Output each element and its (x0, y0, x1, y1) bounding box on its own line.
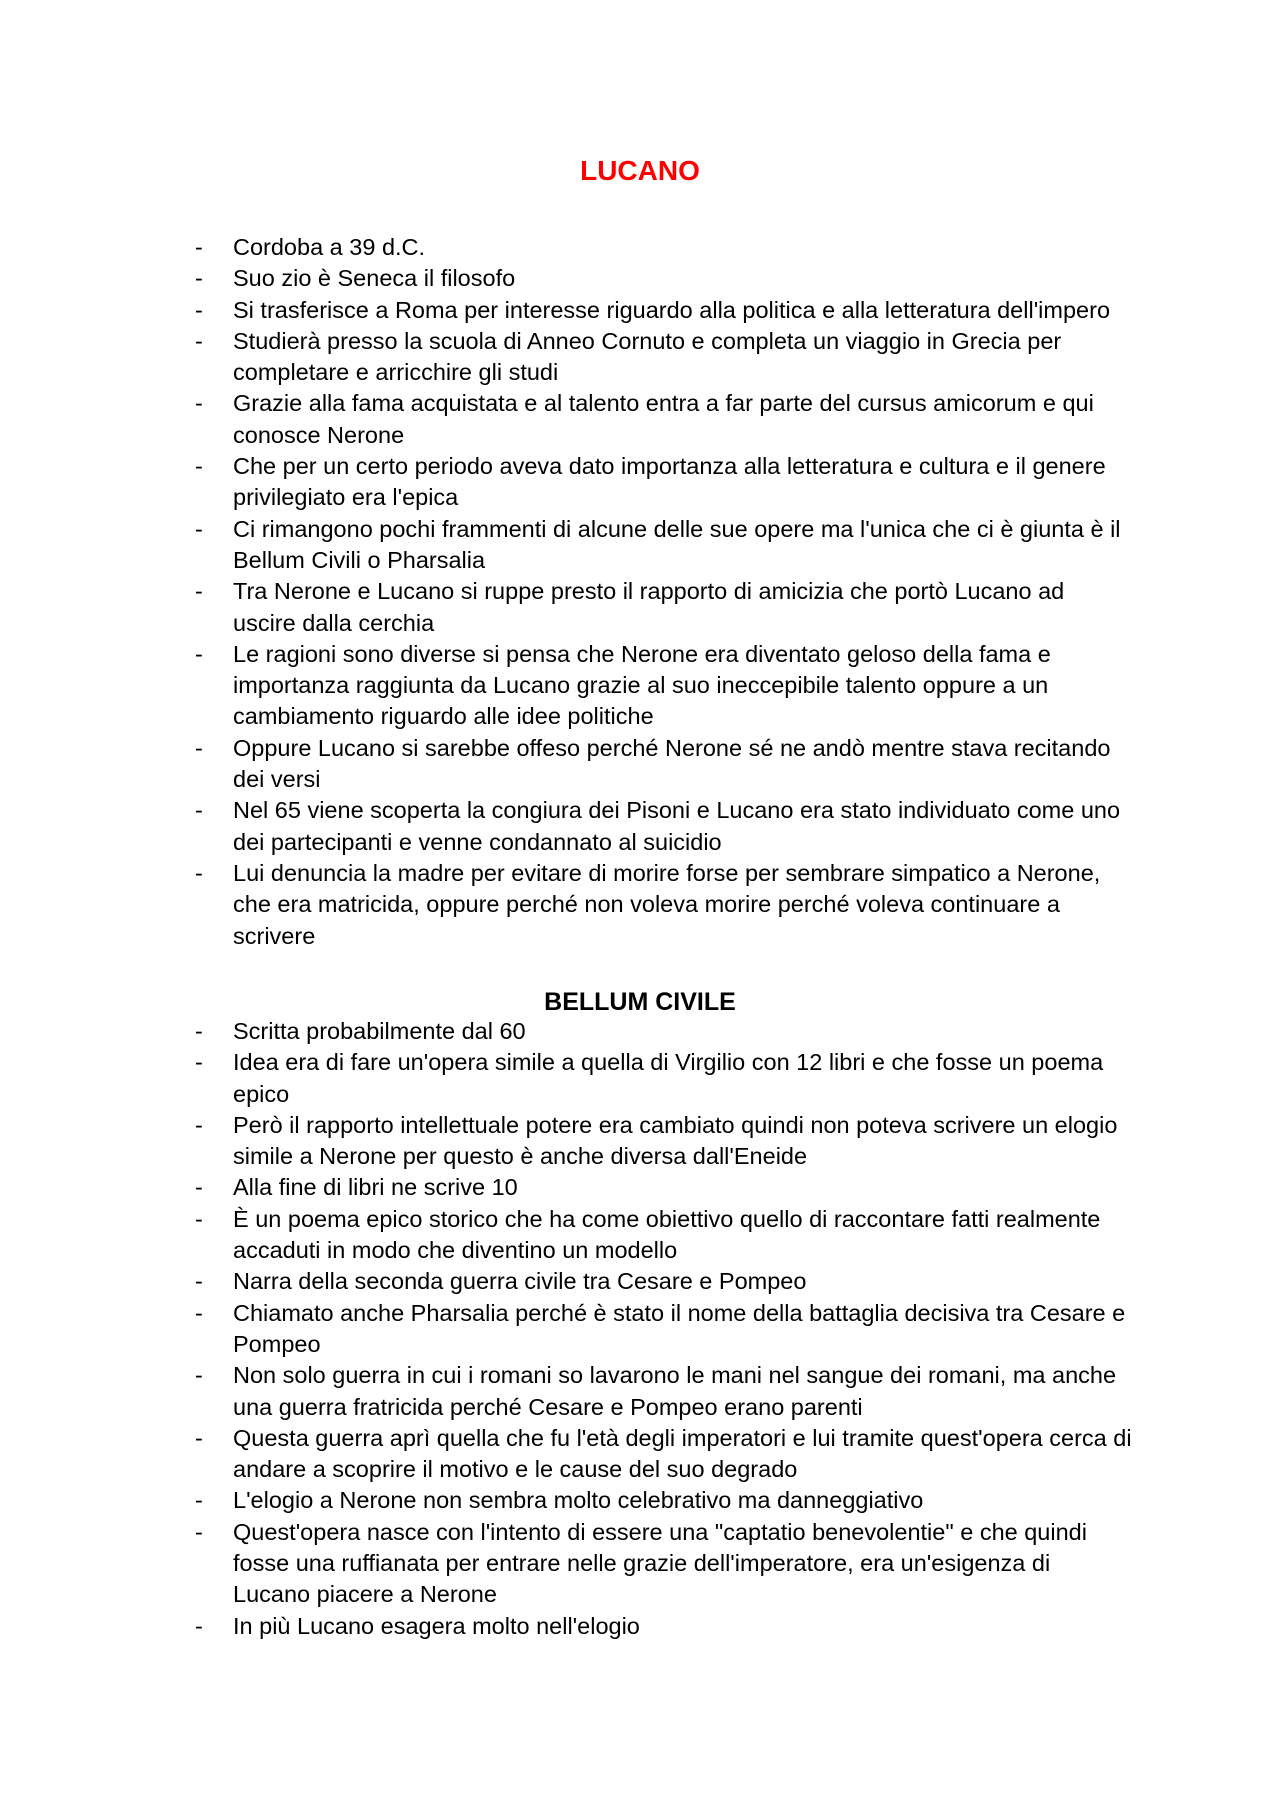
list-item-text: Idea era di fare un'opera simile a quella di Virgilio con 12 libri e che fosse un poema epico (233, 1049, 1104, 1107)
list-item-text: Però il rapporto intellettuale potere era cambiato quindi non poteva scrivere un elogio simile a Nerone per questo è anche diversa dall'Eneide (233, 1111, 1118, 1170)
list-item-text: Non solo guerra in cui i romani so lavarono le mani nel sangue dei romani, ma anche una guerra fratricida perché Cesare e Pompeo erano parenti (233, 1362, 1117, 1420)
bullet-marker: - (195, 797, 203, 824)
bullet-marker: - (195, 390, 203, 417)
bullet-marker: - (195, 1205, 203, 1232)
list-item-text: Lui denuncia la madre per evitare di morire forse per sembrare simpatico a Nerone, che era matricida, oppure perché non voleva morire perché voleva continuare a scrivere (233, 859, 1101, 949)
list-item (0, 1266, 1133, 1297)
bullet-marker: - (195, 1487, 203, 1514)
list-item (0, 1204, 1133, 1267)
bullet-marker: - (195, 1049, 203, 1076)
list-item-text: Oppure Lucano si sarebbe offeso perché Nerone sé ne andò mentre stava recitando dei versi (233, 734, 1111, 793)
section-title: BELLUM CIVILE (544, 988, 736, 1016)
bellum-civile-list (0, 1016, 1280, 1642)
list-item (0, 451, 1133, 514)
list-item (0, 295, 1133, 326)
biography-list (0, 232, 1280, 952)
page-title: LUCANO (580, 155, 700, 186)
bullet-marker: - (195, 1612, 203, 1639)
list-item (0, 263, 1133, 294)
bullet-marker: - (195, 453, 203, 480)
list-item (0, 388, 1133, 451)
list-item-text: Studierà presso la scuola di Anneo Cornuto e completa un viaggio in Grecia per completare e arricchire gli studi (233, 327, 1062, 386)
list-item-text: Alla fine di libri ne scrive 10 (233, 1174, 518, 1201)
list-item (0, 1172, 1133, 1203)
bullet-marker: - (195, 327, 203, 354)
bullet-marker: - (195, 1018, 203, 1044)
list-item-text: Narra della seconda guerra civile tra Cesare e Pompeo (233, 1268, 807, 1295)
list-item-text: Le ragioni sono diverse si pensa che Nerone era diventato geloso della fama e importanza raggiunta da Lucano grazie al suo ineccepibile talento oppure a un cambiamento riguardo alle idee politiche (233, 640, 1051, 730)
list-item-text: Scritta probabilmente dal 60 (233, 1018, 526, 1044)
list-item (0, 576, 1133, 639)
list-item-text: Tra Nerone e Lucano si ruppe presto il rapporto di amicizia che portò Lucano ad uscire dalla cerchia (233, 578, 1065, 636)
list-item (0, 1016, 1133, 1047)
list-item (0, 795, 1133, 858)
bullet-marker: - (195, 1299, 203, 1326)
list-item-text: Suo zio è Seneca il filosofo (233, 265, 516, 292)
list-item-text: L'elogio a Nerone non sembra molto celebrativo ma danneggiativo (233, 1487, 924, 1514)
list-item-text: In più Lucano esagera molto nell'elogio (233, 1612, 640, 1639)
list-item (0, 1360, 1133, 1423)
bullet-marker: - (195, 734, 203, 761)
list-item-text: Nel 65 viene scoperta la congiura dei Pisoni e Lucano era stato individuato come uno dei partecipanti e venne condannato al suicidio (233, 797, 1121, 855)
list-item-text: Questa guerra aprì quella che fu l'età degli imperatori e lui tramite quest'opera cerca di andare a scoprire il motivo e le cause del suo degrado (233, 1424, 1132, 1483)
list-item-text: Ci rimangono pochi frammenti di alcune delle sue opere ma l'unica che ci è giunta è il Bellum Civili o Pharsalia (233, 515, 1121, 573)
bullet-marker: - (195, 234, 203, 260)
list-item (0, 1485, 1133, 1516)
list-item-text: Quest'opera nasce con l'intento di essere una "captatio benevolentie" e che quindi fosse una ruffianata per entrare nelle grazie dell'imperatore, era un'esigenza di Lucano piacere a Nerone (233, 1518, 1087, 1608)
list-item-text: Che per un certo periodo aveva dato importanza alla letteratura e cultura e il genere privilegiato era l'epica (233, 453, 1106, 511)
bullet-marker: - (195, 296, 203, 323)
list-item (0, 326, 1133, 389)
list-item (0, 1423, 1133, 1486)
bullet-marker: - (195, 1424, 203, 1451)
list-item (0, 514, 1133, 577)
bullet-marker: - (195, 1111, 203, 1138)
list-item (0, 1517, 1133, 1611)
list-item (0, 1047, 1133, 1110)
list-item-text: Cordoba a 39 d.C. (233, 234, 426, 260)
list-item-text: È un poema epico storico che ha come obiettivo quello di raccontare fatti realmente accaduti in modo che diventino un modello (233, 1205, 1101, 1264)
list-item-text: Si trasferisce a Roma per interesse riguardo alla politica e alla letteratura dell'impero (233, 296, 1111, 323)
list-item (0, 858, 1133, 952)
bullet-marker: - (195, 640, 203, 667)
list-item (0, 1110, 1133, 1173)
bullet-marker: - (195, 1518, 203, 1545)
list-item (0, 1298, 1133, 1361)
list-item-text: Chiamato anche Pharsalia perché è stato il nome della battaglia decisiva tra Cesare e Pompeo (233, 1299, 1126, 1357)
list-item-text: Grazie alla fama acquistata e al talento entra a far parte del cursus amicorum e qui conosce Nerone (233, 390, 1094, 448)
list-item (0, 733, 1133, 796)
bullet-marker: - (195, 1268, 203, 1295)
bullet-marker: - (195, 859, 203, 886)
bullet-marker: - (195, 578, 203, 605)
list-item (0, 639, 1133, 733)
bullet-marker: - (195, 265, 203, 292)
bullet-marker: - (195, 515, 203, 542)
list-item (0, 232, 1133, 263)
bullet-marker: - (195, 1174, 203, 1201)
list-item (0, 1611, 1133, 1642)
bullet-marker: - (195, 1362, 203, 1389)
